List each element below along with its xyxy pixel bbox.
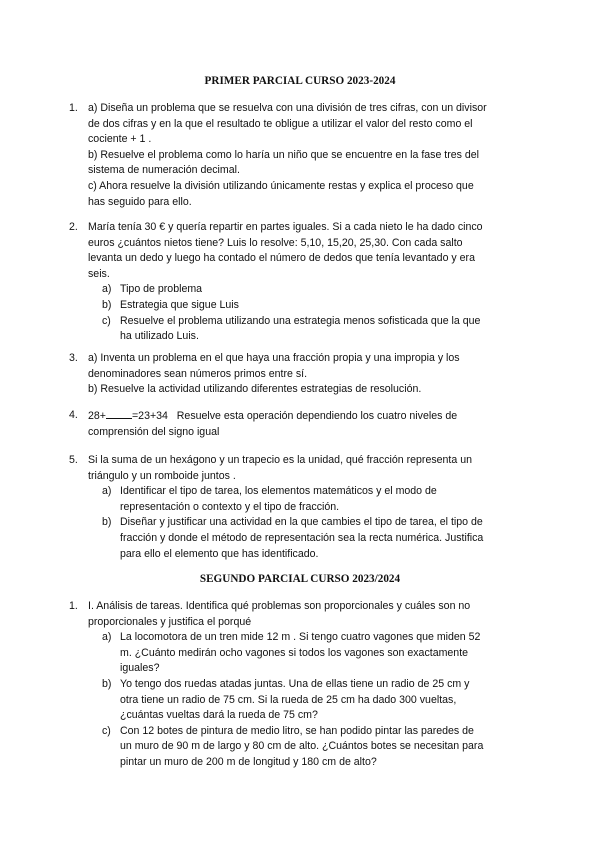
sub-item <box>88 314 520 345</box>
question-number: 3. <box>69 352 78 364</box>
text-line: levanta un dedo y luego ha contado el número de dedos que tenía levantado y era <box>88 252 475 265</box>
text-line: Tipo de problema <box>120 283 203 296</box>
expression-start: 28+ <box>88 410 106 422</box>
text-line: b) Resuelve la actividad utilizando diferentes estrategias de resolución. <box>88 383 422 396</box>
text-line: has seguido para ello. <box>88 195 192 208</box>
sub-item-label: a) <box>102 283 112 296</box>
question-number: 5. <box>69 454 78 466</box>
question-4 <box>69 408 520 440</box>
section2-title: SEGUNDO PARCIAL CURSO 2023/2024 <box>199 573 401 585</box>
sub-item-label: b) <box>102 677 112 690</box>
text-line: denominadores sean números primos entre sí. <box>88 367 308 380</box>
text-line: proporcionales y justifica el porqué <box>88 615 252 628</box>
text-line: ¿cuántas vueltas dará la rueda de 75 cm? <box>120 709 318 722</box>
sub-item <box>88 515 520 562</box>
text-line: a) Diseña un problema que se resuelva con una división de tres cifras, con un divisor <box>88 102 487 114</box>
text-line: Yo tengo dos ruedas atadas juntas. Una de ellas tiene un radio de 25 cm y <box>120 677 470 690</box>
question-number: 4. <box>69 409 78 421</box>
sub-item <box>88 677 520 724</box>
question-number: 1. <box>69 600 78 612</box>
question-5 <box>69 453 520 562</box>
text-line: iguales? <box>120 662 160 675</box>
text-line: pintar un muro de 200 m de longitud y 180 cm de alto? <box>120 755 377 768</box>
text-line: Resuelve el problema utilizando una estrategia menos sofisticada que la que <box>120 314 481 327</box>
text-line: Estrategia que sigue Luis <box>120 298 239 311</box>
text-line: triángulo y un romboide juntos . <box>88 469 236 482</box>
sub-item-label: b) <box>102 516 112 529</box>
text-line: b) Resuelve el problema como lo haría un niño que se encuentre en la fase tres del <box>88 148 480 161</box>
text-line: Diseñar y justificar una actividad en la que cambies el tipo de tarea, el tipo de <box>120 516 483 529</box>
text-line: seis. <box>88 267 110 280</box>
answer-blank <box>106 408 132 419</box>
text-line: a) Inventa un problema en el que haya una fracción propia y una impropia y los <box>88 352 460 364</box>
text-line: Si la suma de un hexágono y un trapecio es la unidad, qué fracción representa un <box>88 454 472 466</box>
sub-item-label: a) <box>102 631 112 644</box>
question-number: 1. <box>69 102 78 114</box>
text-line: c) Ahora resuelve la división utilizando únicamente restas y explica el proceso que <box>88 179 474 192</box>
sub-item-label: c) <box>102 724 111 737</box>
text-line: ha utilizado Luis. <box>120 330 199 343</box>
question-number: 2. <box>69 221 78 233</box>
question-1-section2 <box>69 599 520 771</box>
text-line: otra tiene un radio de 75 cm. Si la rueda de 25 cm ha dado 300 vueltas, <box>120 693 457 706</box>
sub-item <box>88 724 520 771</box>
expression-end: =23+34 <box>131 410 168 422</box>
text-line: cociente + 1 . <box>88 133 152 146</box>
sub-item-label: c) <box>102 314 111 327</box>
text-line <box>88 408 520 425</box>
sub-item <box>88 298 520 314</box>
text-line: Identificar el tipo de tarea, los elementos matemáticos y el modo de <box>120 485 437 498</box>
text-line: Con 12 botes de pintura de medio litro, se han podido pintar las paredes de <box>120 724 474 737</box>
sub-item <box>88 630 520 677</box>
text-line: de dos cifras y en la que el resultado te obligue a utilizar el valor del resto como el <box>88 117 473 130</box>
text-line: para ello el elemento que has identificado. <box>120 547 319 560</box>
text-line: María tenía 30 € y quería repartir en partes iguales. Si a cada nieto le ha dado cinco <box>88 221 483 233</box>
sub-item <box>88 484 520 515</box>
question-3 <box>69 351 520 398</box>
question-1 <box>69 101 520 210</box>
instruction-text: Resuelve esta operación dependiendo los cuatro niveles de <box>176 410 458 422</box>
text-line: un muro de 90 m de largo y 80 cm de alto. ¿Cuántos botes se necesitan para <box>120 740 484 753</box>
text-line: m. ¿Cuánto medirán ocho vagones si todos los vagones son exactamente <box>120 646 469 659</box>
text-line: fracción y donde el método de representación sea la recta numérica. Justifica <box>120 531 484 544</box>
text-line: euros ¿cuántos nietos tiene? Luis lo resolve: 5,10, 15,20, 25,30. Con cada salto <box>88 236 463 249</box>
text-line: comprensión del signo igual <box>88 425 220 438</box>
text-line: sistema de numeración decimal. <box>88 164 240 177</box>
text-line: representación o contexto y el tipo de fracción. <box>120 500 340 513</box>
question-2 <box>69 220 520 345</box>
sub-item <box>88 282 520 298</box>
sub-item-label: b) <box>102 298 112 311</box>
sub-item-label: a) <box>102 485 112 498</box>
text-line: I. Análisis de tareas. Identifica qué problemas son proporcionales y cuáles son no <box>88 600 471 612</box>
section1-title: PRIMER PARCIAL CURSO 2023-2024 <box>204 75 396 87</box>
text-line: La locomotora de un tren mide 12 m . Si tengo cuatro vagones que miden 52 <box>120 631 481 644</box>
